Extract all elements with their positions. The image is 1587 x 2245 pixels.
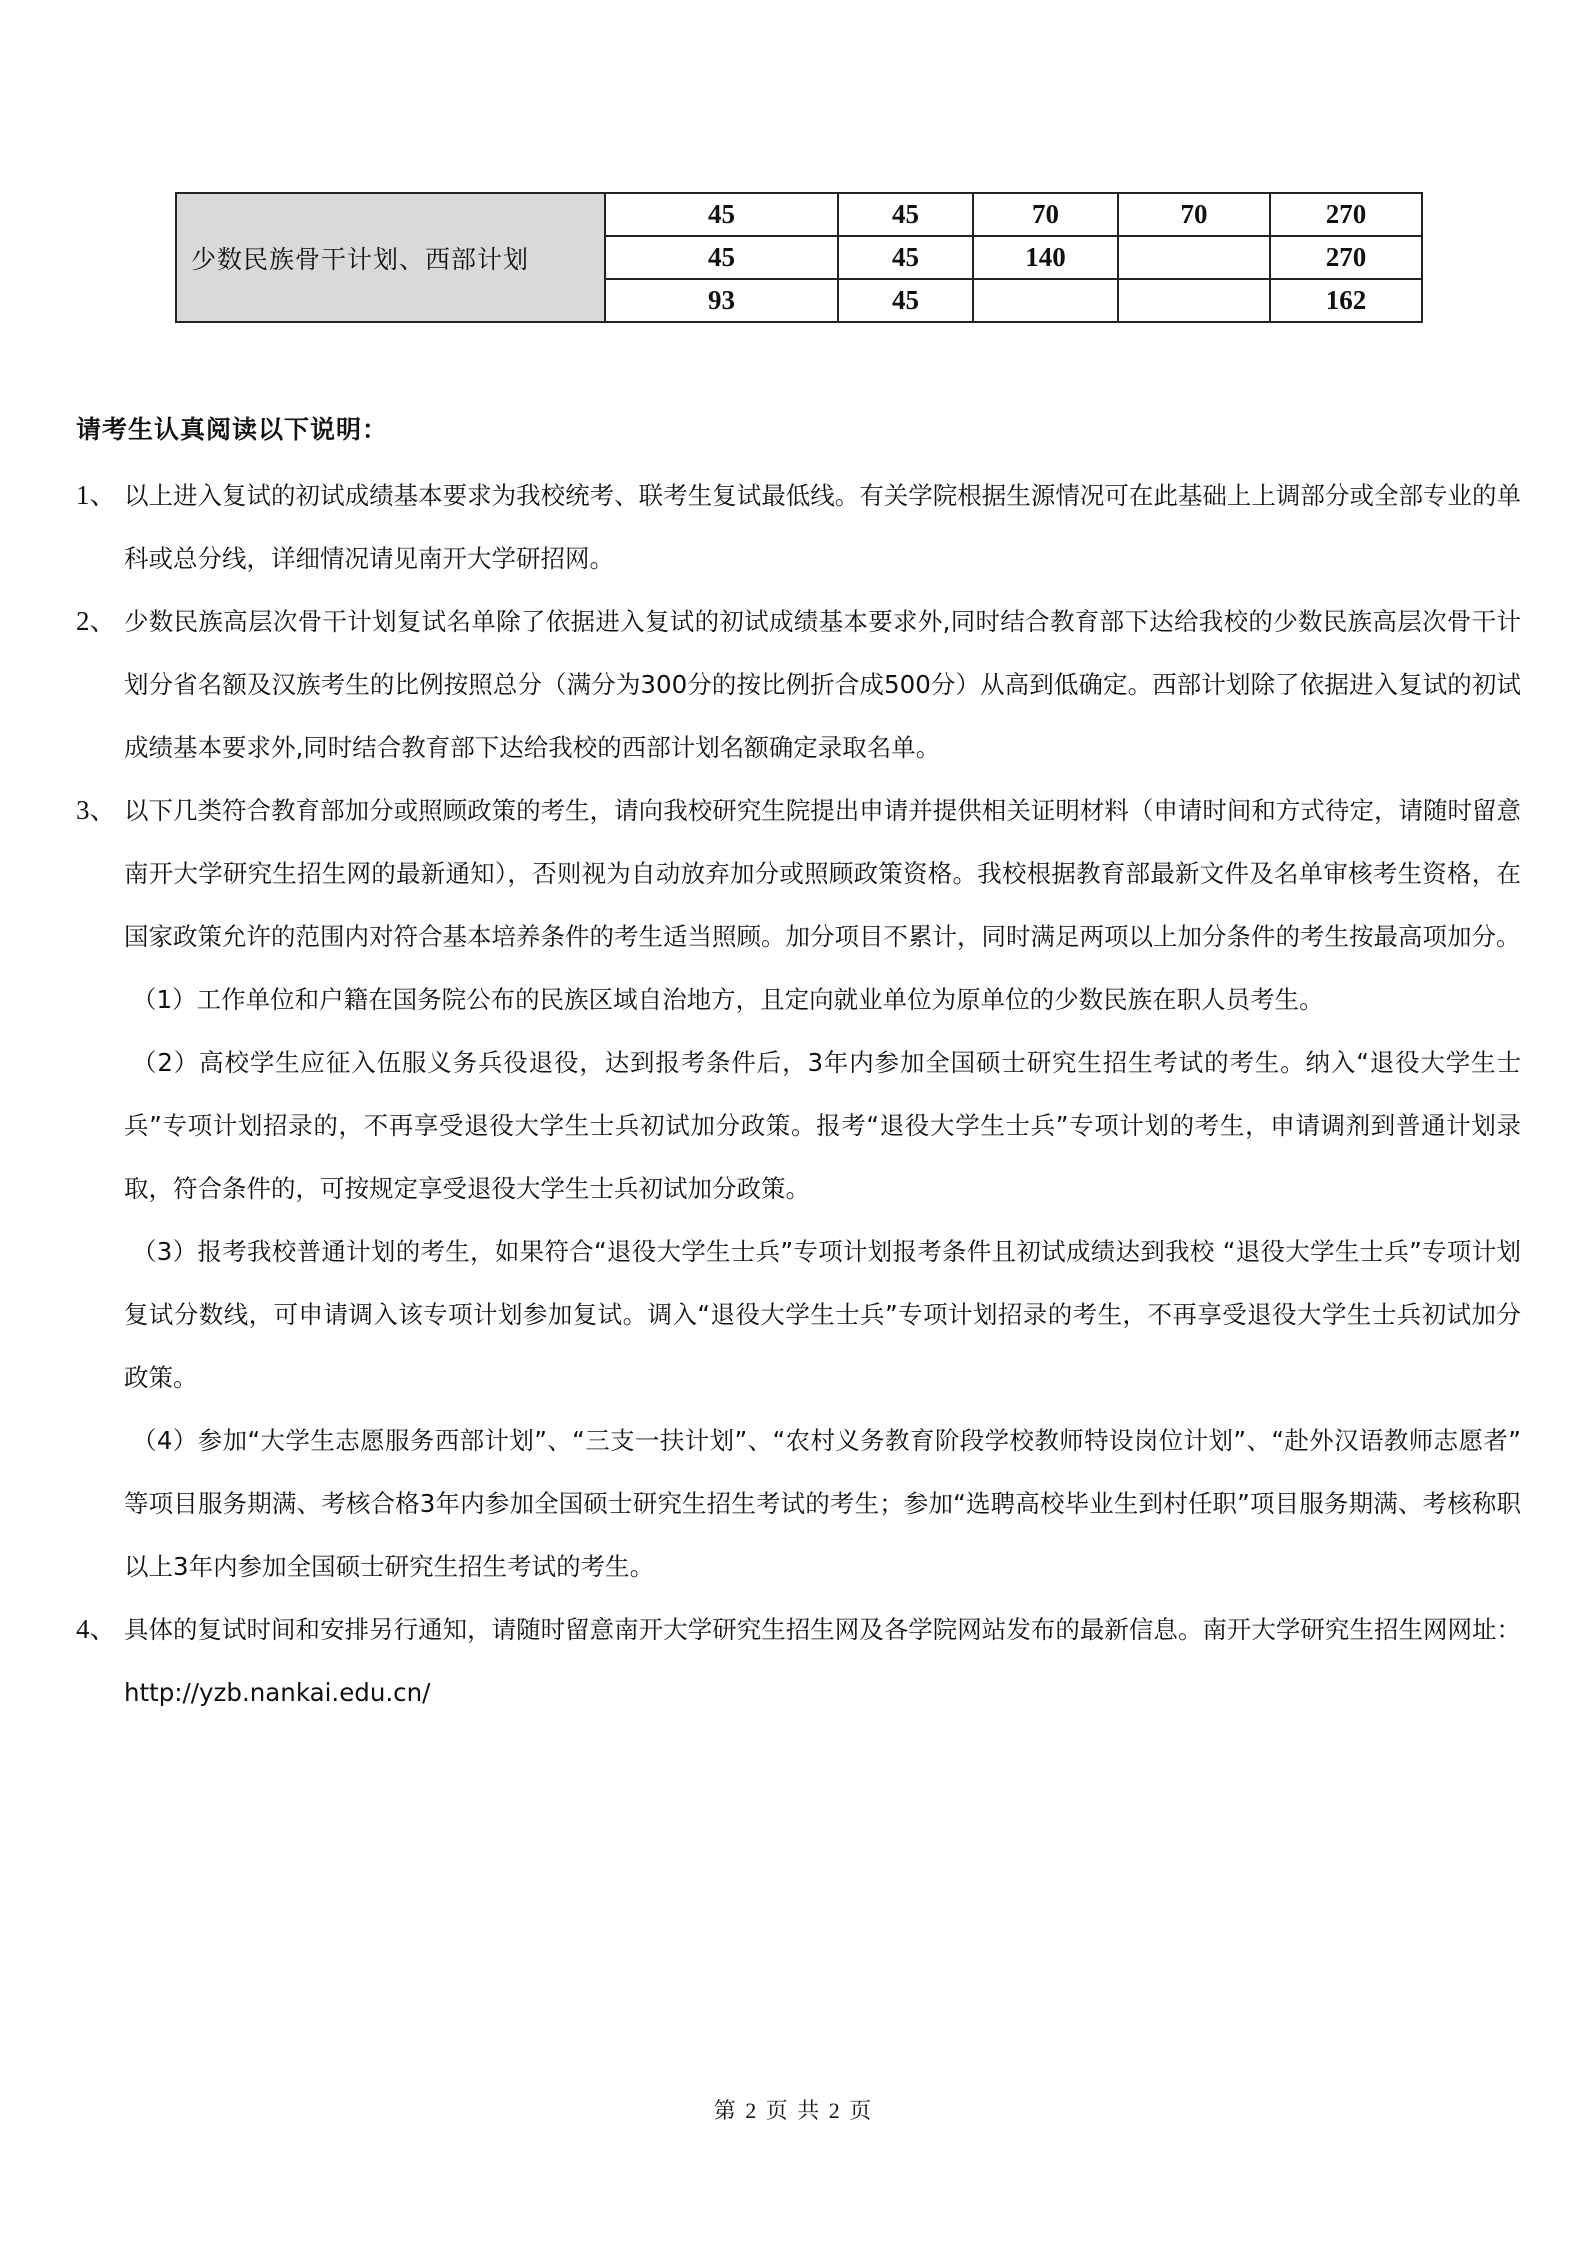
table-cell: 270	[1270, 236, 1422, 279]
table-row	[176, 193, 1422, 236]
note-number: 3、	[76, 795, 117, 825]
note-item	[76, 590, 1521, 779]
table-cell	[1118, 236, 1270, 279]
note-text: 以下几类符合教育部加分或照顾政策的考生，请向我校研究生院提出申请并提供相关证明材料（申请时间和方式待定，请随时留意南开大学研究生招生网的最新通知），否则视为自动放弃加分或照顾政策资格。我校根据教育部最新文件及名单审核考生资格，在国家政策允许的范围内对符合基本培养条件的考生适当照顾。加分项目不累计，同时满足两项以上加分条件的考生按最高项加分。	[124, 796, 1521, 951]
note-subitem: （4）参加“大学生志愿服务西部计划”、“三支一扶计划”、“农村义务教育阶段学校教师特设岗位计划”、“赴外汉语教师志愿者” 等项目服务期满、考核合格3年内参加全国硕士研究生招生考试的考生；参加“选聘高校毕业生到村任职”项目服务期满、考核称职以上3年内参加全国硕士研究生招生考试的考生。	[124, 1426, 1521, 1581]
note-item	[76, 464, 1521, 590]
table-cell: 70	[1118, 193, 1270, 236]
note-subitem: （1）工作单位和户籍在国务院公布的民族区域自治地方，且定向就业单位为原单位的少数民族在职人员考生。	[132, 985, 1324, 1014]
table-cell: 45	[838, 236, 973, 279]
table-cell: 45	[838, 193, 973, 236]
table-cell: 162	[1270, 279, 1422, 322]
note-number: 4、	[76, 1614, 117, 1644]
table-cell: 45	[605, 193, 838, 236]
table-cell: 140	[973, 236, 1118, 279]
note-number: 2、	[76, 606, 117, 636]
note-text: 少数民族高层次骨干计划复试名单除了依据进入复试的初试成绩基本要求外,同时结合教育部下达给我校的少数民族高层次骨干计划分省名额及汉族考生的比例按照总分（满分为300分的按比例折合成500分）从高到低确定。西部计划除了依据进入复试的初试成绩基本要求外,同时结合教育部下达给我校的西部计划名额确定录取名单。	[124, 607, 1521, 762]
score-table	[175, 192, 1423, 323]
page-footer: 第 2 页 共 2 页	[713, 2098, 874, 2123]
table-cell: 70	[973, 193, 1118, 236]
note-item	[76, 1598, 1521, 1724]
note-text: 具体的复试时间和安排另行通知，请随时留意南开大学研究生招生网及各学院网站发布的最新信息。南开大学研究生招生网网址：http://yzb.nankai.edu.cn/	[124, 1615, 1521, 1707]
table-cell: 45	[838, 279, 973, 322]
table-cell: 45	[605, 236, 838, 279]
note-item	[76, 779, 1521, 1598]
table-cell	[1118, 279, 1270, 322]
note-subitem: （3）报考我校普通计划的考生，如果符合“退役大学生士兵”专项计划报考条件且初试成绩达到我校 “退役大学生士兵”专项计划复试分数线，可申请调入该专项计划参加复试。调入“退役大学生士兵”专项计划招录的考生，不再享受退役大学生士兵初试加分政策。	[124, 1237, 1521, 1392]
plan-name-cell: 少数民族骨干计划、西部计划	[176, 193, 605, 322]
table-cell: 270	[1270, 193, 1422, 236]
note-subitem: （2）高校学生应征入伍服义务兵役退役，达到报考条件后，3年内参加全国硕士研究生招生考试的考生。纳入“退役大学生士兵”专项计划招录的，不再享受退役大学生士兵初试加分政策。报考“退役大学生士兵”专项计划的考生，申请调剂到普通计划录取，符合条件的，可按规定享受退役大学生士兵初试加分政策。	[124, 1048, 1521, 1203]
notes-list	[76, 464, 1521, 1724]
table-cell: 93	[605, 279, 838, 322]
note-number: 1、	[76, 480, 117, 510]
note-text: 以上进入复试的初试成绩基本要求为我校统考、联考生复试最低线。有关学院根据生源情况可在此基础上上调部分或全部专业的单科或总分线，详细情况请见南开大学研招网。	[124, 481, 1521, 573]
notes-title: 请考生认真阅读以下说明：	[76, 415, 389, 444]
table-cell	[973, 279, 1118, 322]
